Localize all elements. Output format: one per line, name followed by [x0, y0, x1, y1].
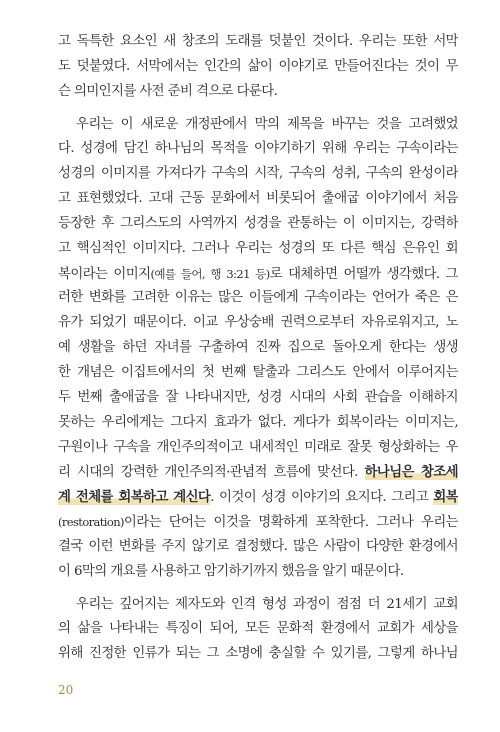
text-segment: . 이것이 성경 이야기의 요지다. 그리고 — [210, 490, 434, 506]
body-text — [58, 30, 458, 667]
text-line: 결국 이런 변화를 주지 않기로 결정했다. 많은 사람이 다양한 환경에서 — [58, 538, 458, 554]
text-line: 우리는 깊어지는 제자도와 인격 형성 과정이 점점 더 21세기 교회 — [76, 596, 458, 612]
text-line: 등장한 후 그리스도의 사역까지 성경을 관통하는 이 이미지는, 강력하 — [58, 215, 458, 231]
text-line — [58, 262, 458, 287]
paragraph-1 — [58, 30, 458, 105]
text-line: 유가 되었기 때문이다. 이교 우상숭배 권력으로부터 자유로워지고, 노 — [58, 315, 458, 331]
paragraph-3 — [58, 593, 458, 668]
emphasis-text: 하나님은 창조세 — [364, 464, 458, 481]
text-line: 구원이나 구속을 개인주의적이고 내세적인 미래로 잘못 형상화하는 우 — [58, 439, 458, 455]
text-line: 우리는 이 새로운 개정판에서 막의 제목을 바꾸는 것을 고려했었 — [76, 116, 458, 132]
text-line: 고 표현했었다. 고대 근동 문화에서 비롯되어 출애굽 이야기에서 처음 — [58, 191, 458, 207]
text-line: 의 삶을 나타내는 특징이 되어, 모든 문화적 환경에서 교회가 세상을 — [58, 621, 458, 637]
page-number: 20 — [58, 683, 74, 697]
text-line: 도 덧붙였다. 서막에서는 인간의 삶이 이야기로 만들어진다는 것이 무 — [58, 58, 458, 74]
english-term: (restoration) — [58, 515, 124, 530]
emphasis-text: 계 전체를 회복하고 계신다 — [58, 489, 211, 506]
text-line: 두 번째 출애굽을 잘 나타내지만, 성경 시대의 사회 관습을 이해하지 — [58, 389, 458, 405]
citation-text: (예를 들어, 행 3:21 등) — [150, 266, 270, 281]
text-segment: 이라는 단어는 이것을 명확하게 포착한다. 그러나 우리는 — [123, 515, 458, 531]
text-line: 못하는 우리에게는 그다지 효과가 없다. 게다가 회복이라는 이미지는, — [58, 414, 458, 430]
text-line — [58, 460, 458, 485]
text-segment: 로 대체하면 어떨까 생각했다. 그 — [269, 266, 458, 282]
text-line: 한 개념은 이집트에서의 첫 번째 탈출과 그리스도 안에서 이루어지는 — [58, 364, 458, 380]
text-line: 예 생활을 하던 자녀를 구출하여 진짜 집으로 돌아오게 한다는 생생 — [58, 340, 458, 356]
text-line: 이 6막의 개요를 사용하고 암기하기까지 했음을 알기 때문이다. — [58, 563, 404, 579]
text-segment: 복이라는 이미지 — [58, 266, 151, 282]
text-line: 다. 성경에 담긴 하나님의 목적을 이야기하기 위해 우리는 구속이라는 — [58, 141, 458, 157]
text-line — [58, 485, 458, 510]
text-line: 위해 진정한 인류가 되는 그 소명에 충실할 수 있기를, 그렇게 하나님 — [58, 646, 458, 662]
paragraph-gap — [58, 105, 458, 113]
text-line: 슨 의미인지를 사전 준비 격으로 다룬다. — [58, 83, 278, 99]
emphasis-text: 회복 — [433, 489, 458, 506]
text-segment: 리 시대의 강력한 개인주의적·관념적 흐름에 맞선다. — [58, 465, 365, 481]
text-line: 성경의 이미지를 가져다가 구속의 시작, 구속의 성취, 구속의 완성이라 — [58, 166, 458, 182]
text-line — [58, 510, 458, 535]
text-line: 러한 변화를 고려한 이유는 많은 이들에게 구속이라는 언어가 죽은 은 — [58, 290, 458, 306]
text-line: 고 독특한 요소인 새 창조의 도래를 덧붙인 것이다. 우리는 또한 서막 — [58, 34, 458, 49]
text-line: 고 핵심적인 이미지다. 그러나 우리는 성경의 또 다른 핵심 은유인 회 — [58, 240, 458, 256]
paragraph-2 — [58, 113, 458, 585]
paragraph-gap — [58, 585, 458, 593]
